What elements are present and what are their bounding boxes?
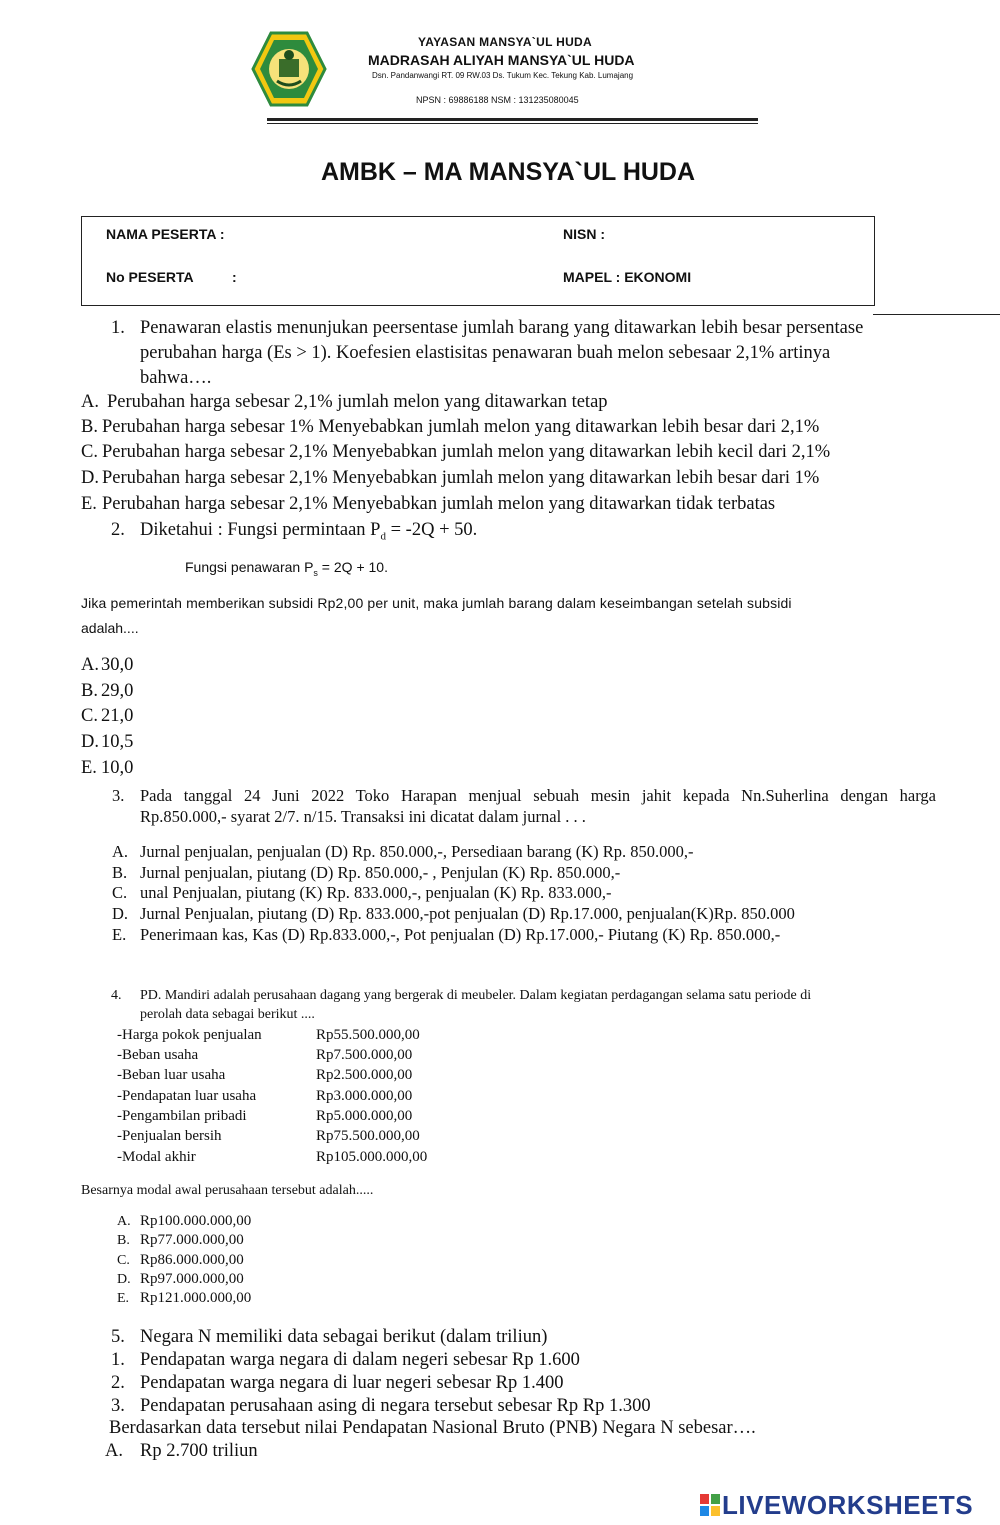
data-label: -Harga pokok penjualan: [117, 1027, 262, 1043]
demand-subscript: d: [380, 530, 386, 543]
demand-function: [140, 520, 477, 543]
option-letter: D.: [112, 904, 129, 923]
question-text: bahwa….: [140, 368, 212, 388]
option-letter: C.: [81, 442, 98, 462]
option-letter: C.: [81, 706, 98, 726]
option-b[interactable]: Perubahan harga sebesar 1% Menyebabkan jumlah melon yang ditawarkan lebih besar dari 2,1%: [102, 417, 820, 437]
data-value: Rp55.500.000,00: [316, 1027, 420, 1043]
option-letter: E.: [81, 758, 97, 778]
question-text: Penawaran elastis menunjukan peersentase jumlah barang yang ditawarkan lebih besar persentase: [140, 318, 864, 338]
header-divider-thick: [267, 118, 758, 121]
data-item: Pendapatan warga negara di dalam negeri sebesar Rp 1.600: [140, 1350, 580, 1370]
option-letter: A.: [81, 392, 99, 412]
option-letter: A.: [112, 842, 129, 861]
data-item: Pendapatan warga negara di luar negeri sebesar Rp 1.400: [140, 1373, 564, 1393]
data-item: Pendapatan perusahaan asing di negara tersebut sebesar Rp Rp 1.300: [140, 1396, 651, 1416]
school-emblem-icon: [251, 31, 327, 107]
option-letter: A.: [81, 655, 99, 675]
option-a[interactable]: Rp100.000.000,00: [140, 1213, 252, 1229]
no-peserta-colon: :: [232, 269, 237, 285]
school-name: MADRASAH ALIYAH MANSYA`UL HUDA: [368, 52, 635, 68]
supply-subscript: s: [313, 567, 318, 578]
option-letter: E.: [81, 494, 97, 514]
nama-peserta-label: NAMA PESERTA :: [106, 226, 225, 242]
option-d[interactable]: Perubahan harga sebesar 2,1% Menyebabkan jumlah melon yang ditawarkan lebih besar dari 1%: [102, 468, 820, 488]
option-c[interactable]: 21,0: [101, 706, 134, 726]
data-value: Rp75.500.000,00: [316, 1128, 420, 1144]
no-peserta-label: No PESERTA: [106, 269, 194, 285]
school-npsn: NPSN : 69886188 NSM : 131235080045: [416, 95, 579, 105]
question-text: Pada tanggal 24 Juni 2022 Toko Harapan menjual sebuah mesin jahit kepada Nn.Suherlina dengan harga: [140, 786, 936, 805]
data-value: Rp2.500.000,00: [316, 1067, 413, 1083]
option-b[interactable]: Jurnal penjualan, piutang (D) Rp. 850.000,- , Penjulan (K) Rp. 850.000,-: [140, 863, 621, 882]
option-letter: E.: [112, 925, 127, 944]
data-label: -Beban usaha: [117, 1047, 199, 1063]
data-label: -Pengambilan pribadi: [117, 1108, 247, 1124]
question-text: Besarnya modal awal perusahaan tersebut adalah.....: [81, 1183, 374, 1198]
liveworksheets-logo-icon: [700, 1494, 720, 1516]
option-letter: A.: [105, 1441, 123, 1461]
data-number: 1.: [111, 1350, 125, 1370]
question-text: Negara N memiliki data sebagai berikut (dalam triliun): [140, 1327, 548, 1347]
option-a[interactable]: Perubahan harga sebesar 2,1% jumlah melon yang ditawarkan tetap: [107, 392, 608, 412]
question-number: 2.: [111, 520, 125, 540]
data-value: Rp7.500.000,00: [316, 1047, 413, 1063]
option-a[interactable]: 30,0: [101, 655, 134, 675]
option-a[interactable]: Rp 2.700 triliun: [140, 1441, 258, 1461]
data-value: Rp105.000.000,00: [316, 1149, 428, 1165]
data-value: Rp3.000.000,00: [316, 1088, 413, 1104]
data-label: -Beban luar usaha: [117, 1067, 226, 1083]
data-label: -Pendapatan luar usaha: [117, 1088, 257, 1104]
option-letter: C.: [117, 1253, 130, 1268]
data-label: -Modal akhir: [117, 1149, 196, 1165]
header-divider-thin: [267, 123, 758, 124]
option-d[interactable]: 10,5: [101, 732, 134, 752]
option-letter: C.: [112, 883, 128, 902]
nisn-label: NISN :: [563, 226, 605, 242]
question-text: adalah....: [81, 620, 139, 636]
data-number: 2.: [111, 1373, 125, 1393]
option-e[interactable]: Penerimaan kas, Kas (D) Rp.833.000,-, Pot penjualan (D) Rp.17.000,- Piutang (K) Rp. 850.000,-: [140, 925, 781, 944]
question-number: 4.: [111, 988, 122, 1003]
supply-function-formula: = 2Q + 10.: [317, 559, 388, 575]
option-c[interactable]: Perubahan harga sebesar 2,1% Menyebabkan jumlah melon yang ditawarkan lebih kecil dari 2,1%: [102, 442, 831, 462]
option-c[interactable]: unal Penjualan, piutang (K) Rp. 833.000,-, penjualan (K) Rp. 833.000,-: [140, 883, 612, 902]
option-e[interactable]: Perubahan harga sebesar 2,1% Menyebabkan jumlah melon yang ditawarkan tidak terbatas: [102, 494, 776, 514]
data-value: Rp5.000.000,00: [316, 1108, 413, 1124]
demand-function-text: Diketahui : Fungsi permintaan P: [140, 520, 381, 540]
mapel-label: MAPEL : EKONOMI: [563, 269, 692, 285]
question-text: Jika pemerintah memberikan subsidi Rp2,00 per unit, maka jumlah barang dalam keseimbangan setelah subsidi: [81, 595, 792, 611]
option-e[interactable]: Rp121.000.000,00: [140, 1290, 252, 1306]
option-a[interactable]: Jurnal penjualan, penjualan (D) Rp. 850.000,-, Persediaan barang (K) Rp. 850.000,-: [140, 842, 694, 861]
question-text: Rp.850.000,- syarat 2/7. n/15. Transaksi ini dicatat dalam jurnal . . .: [140, 807, 586, 826]
option-d[interactable]: Jurnal Penjualan, piutang (D) Rp. 833.000,-pot penjualan (D) Rp.17.000, penjualan(K)Rp. 850.000: [140, 904, 795, 923]
option-letter: B.: [117, 1233, 130, 1248]
page-title: AMBK – MA MANSYA`UL HUDA: [320, 158, 696, 186]
option-e[interactable]: 10,0: [101, 758, 134, 778]
question-number: 3.: [112, 786, 125, 805]
question-text: Berdasarkan data tersebut nilai Pendapatan Nasional Bruto (PNB) Negara N sebesar….: [109, 1418, 756, 1438]
data-number: 3.: [111, 1396, 125, 1416]
option-letter: A.: [117, 1214, 131, 1229]
option-letter: B.: [81, 681, 98, 701]
option-letter: D.: [117, 1272, 131, 1287]
option-letter: D.: [81, 732, 99, 752]
foundation-name: YAYASAN MANSYA`UL HUDA: [418, 35, 592, 49]
option-letter: B.: [112, 863, 128, 882]
question-text: perolah data sebagai berikut ....: [140, 1007, 315, 1022]
participant-identity-box: [81, 216, 875, 306]
data-label: -Penjualan bersih: [117, 1128, 222, 1144]
box-extension-line: [873, 314, 1000, 315]
supply-function-text: Fungsi penawaran P: [185, 559, 314, 575]
option-b[interactable]: 29,0: [101, 681, 134, 701]
option-c[interactable]: Rp86.000.000,00: [140, 1252, 244, 1268]
school-logo: [251, 31, 327, 107]
demand-function-formula: = -2Q + 50.: [385, 520, 478, 540]
liveworksheets-watermark: LIVEWORKSHEETS: [722, 1490, 974, 1520]
option-letter: E.: [117, 1291, 130, 1306]
option-letter: B.: [81, 417, 98, 437]
question-number: 1.: [111, 318, 125, 338]
option-b[interactable]: Rp77.000.000,00: [140, 1232, 244, 1248]
supply-function: [185, 559, 388, 578]
option-letter: D.: [81, 468, 99, 488]
question-text: PD. Mandiri adalah perusahaan dagang yang bergerak di meubeler. Dalam kegiatan perdagangan selama satu periode di: [140, 988, 812, 1003]
option-d[interactable]: Rp97.000.000,00: [140, 1271, 244, 1287]
school-address: Dsn. Pandanwangi RT. 09 RW.03 Ds. Tukum Kec. Tekung Kab. Lumajang: [372, 71, 634, 80]
question-number: 5.: [111, 1327, 125, 1347]
question-text: perubahan harga (Es > 1). Koefesien elastisitas penawaran buah melon sebesaar 2,1% artinya: [140, 343, 831, 363]
